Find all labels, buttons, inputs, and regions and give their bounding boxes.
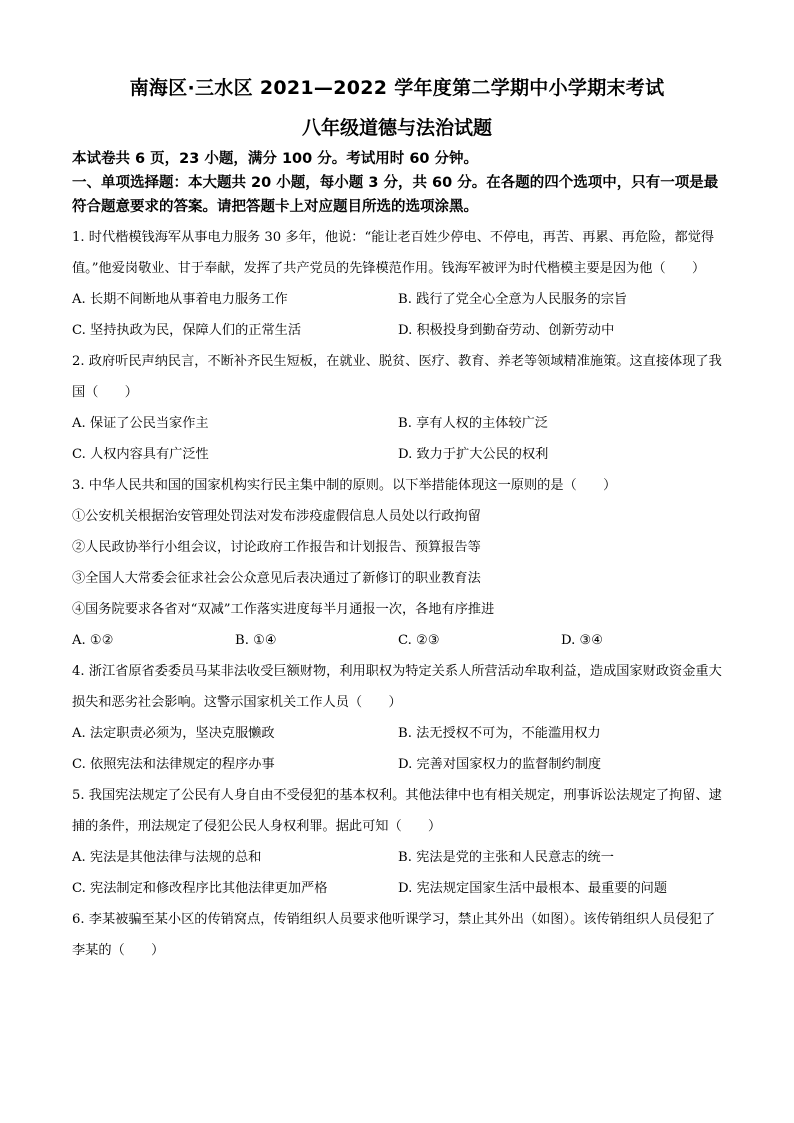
exam-title: 南海区·三水区 2021—2022 学年度第二学期中小学期末考试 [129,77,665,99]
option-c: C. 人权内容具有广泛性 [72,447,209,462]
option-d: D. 宪法规定国家生活中最根本、最重要的问题 [398,881,668,896]
option-c: C. 依照宪法和法律规定的程序办事 [72,757,275,772]
option-b: B. ①④ [235,633,277,648]
option-b: B. 宪法是党的主张和人民意志的统一 [398,850,614,865]
option-b: B. 践行了党全心全意为人民服务的宗旨 [398,292,628,307]
exam-subtitle: 八年级道德与法治试题 [301,117,492,139]
statement-1: ①公安机关根据治安管理处罚法对发布涉疫虚假信息人员处以行政拘留 [72,509,481,524]
question-6 [72,904,726,966]
question-1 [72,222,726,346]
exam-info: 本试卷共 6 页，23 小题，满分 100 分。考试用时 60 分钟。 [72,151,479,167]
option-a: A. ①② [72,633,114,648]
option-c: C. ②③ [398,633,440,648]
statement-4: ④国务院要求各省对“双减”工作落实进度每半月通报一次，各地有序推进 [72,602,495,617]
section-one-heading: 一、单项选择题：本大题共 20 小题，每小题 3 分，共 60 分。在各题的四个选项中，只有一项是最符合题意要求的答案。请把答题卡上对应题目所选的选项涂黑。 [72,175,719,215]
option-b: B. 享有人权的主体较广泛 [398,416,548,431]
question-2 [72,346,726,470]
option-d: D. 积极投身到勤奋劳动、创新劳动中 [398,323,615,338]
option-a: A. 宪法是其他法律与法规的总和 [72,850,262,865]
question-5 [72,780,726,904]
option-d: D. ③④ [561,633,604,648]
statement-3: ③全国人大常委会征求社会公众意见后表决通过了新修订的职业教育法 [72,571,481,586]
option-a: A. 法定职责必须为，坚决克服懒政 [72,726,275,741]
option-b: B. 法无授权不可为，不能滥用权力 [398,726,601,741]
option-group [72,408,726,470]
exam-instructions [72,147,724,219]
question-stem: 1. 时代楷模钱海军从事电力服务 30 多年，他说：“能让老百姓少停电、不停电，再苦、再累、再危险，都觉得值。”他爱岗敬业、甘于奉献，发挥了共产党员的先锋模范作用。钱海军被评为时代楷模主要是因为他（ ） [72,230,715,276]
option-group [72,625,726,656]
option-group [72,718,726,780]
statement-2: ②人民政协举行小组会议，讨论政府工作报告和计划报告、预算报告等 [72,540,481,555]
question-4 [72,656,726,780]
question-stem: 3. 中华人民共和国的国家机构实行民主集中制的原则。以下举措能体现这一原则的是（ ） [72,478,617,493]
question-stem: 5. 我国宪法规定了公民有人身自由不受侵犯的基本权利。其他法律中也有相关规定，刑事诉讼法规定了拘留、逮捕的条件，刑法规定了侵犯公民人身权利罪。据此可知（ ） [72,788,722,834]
question-stem: 2. 政府听民声纳民言，不断补齐民生短板，在就业、脱贫、医疗、教育、养老等领域精准施策。这直接体现了我国（ ） [72,354,722,400]
question-stem: 4. 浙江省原省委委员马某非法收受巨额财物，利用职权为特定关系人所营活动牟取利益，造成国家财政资金重大损失和恶劣社会影响。这警示国家机关工作人员（ ） [72,664,722,710]
question-3 [72,470,726,656]
option-c: C. 宪法制定和修改程序比其他法律更加严格 [72,881,328,896]
option-d: D. 致力于扩大公民的权利 [398,447,549,462]
option-a: A. 长期不间断地从事着电力服务工作 [72,292,288,307]
option-c: C. 坚持执政为民，保障人们的正常生活 [72,323,302,338]
question-stem: 6. 李某被骗至某小区的传销窝点，传销组织人员要求他听课学习，禁止其外出（如图）。该传销组织人员侵犯了李某的（ ） [72,912,716,958]
option-group [72,842,726,904]
option-a: A. 保证了公民当家作主 [72,416,209,431]
question-list [72,222,726,966]
option-d: D. 完善对国家权力的监督制约制度 [398,757,602,772]
option-group [72,284,726,346]
